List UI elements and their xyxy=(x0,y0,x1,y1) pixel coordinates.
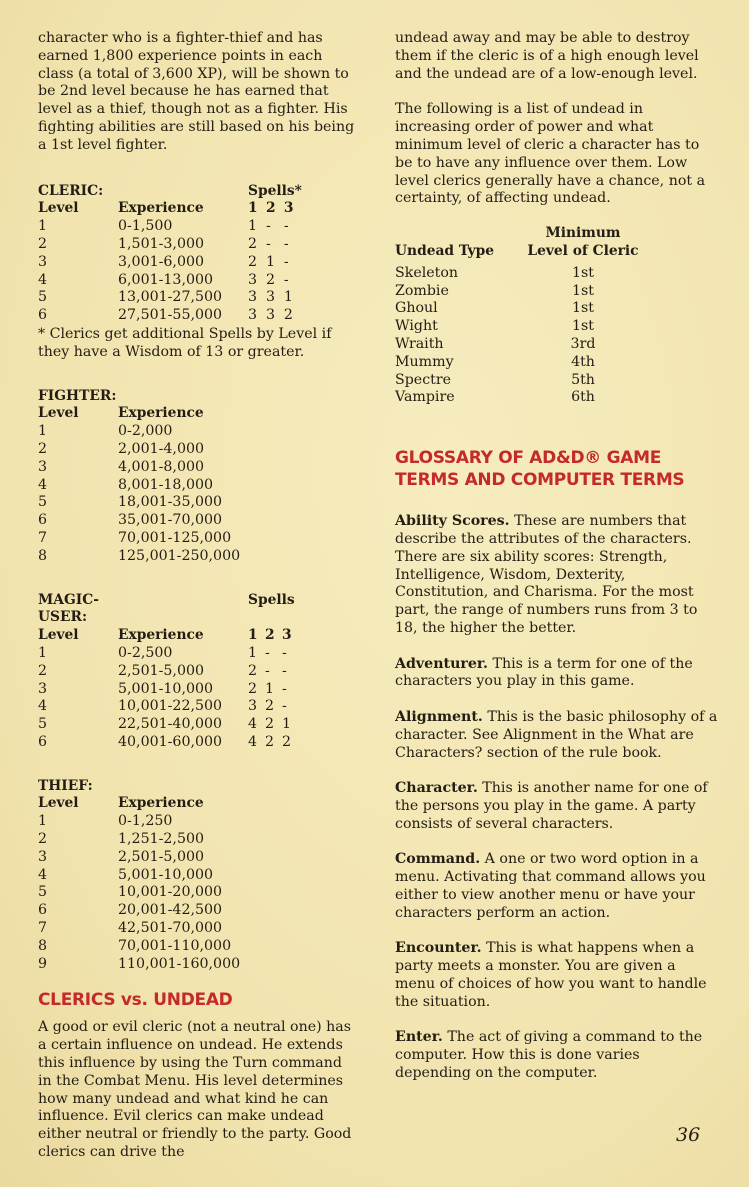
table-row xyxy=(38,716,299,734)
undead-type-cell: Vampire xyxy=(395,389,455,406)
experience-cell: 18,001-35,000 xyxy=(118,494,223,511)
spell-cell: 1 xyxy=(283,289,293,306)
experience-cell: 35,001-70,000 xyxy=(118,512,223,529)
spell-cell: - xyxy=(265,235,271,252)
experience-cell: 110,001-160,000 xyxy=(118,955,241,972)
spell-col-header: 1 xyxy=(248,200,258,217)
magic-user-table xyxy=(38,592,299,752)
clerics-vs-undead-text: A good or evil cleric (not a neutral one) has a certain influence on undead. He extends this influence by using the Turn command in the Combat Menu. His level determines how many undead and what kind he can influence. Evil clerics can make undead either neutral or friendly to the party. Good clerics can drive the xyxy=(38,1019,352,1161)
glossary-term: Character. xyxy=(395,780,478,797)
fighter-table xyxy=(38,388,248,566)
undead-type-header: Undead Type xyxy=(395,242,495,259)
min-level-cell: 1st xyxy=(571,300,594,317)
fighter-exp-header: Experience xyxy=(118,405,204,422)
spell-cell: 2 xyxy=(265,271,275,288)
undead-type-cell: Spectre xyxy=(395,371,452,388)
cleric-footnote: * Clerics get additional Spells by Level if they have a Wisdom of 13 or greater. xyxy=(38,325,332,360)
spell-cell: 4 xyxy=(248,716,258,733)
table-row xyxy=(38,307,302,325)
glossary-entry xyxy=(395,940,720,1011)
spell-cell: 3 xyxy=(265,289,275,306)
min-level-cell: 3rd xyxy=(570,335,596,352)
spell-cell: - xyxy=(282,698,287,715)
undead-type-cell: Mummy xyxy=(395,353,454,370)
min-level-cell: 1st xyxy=(571,264,594,281)
table-row xyxy=(395,265,643,283)
spell-cell: - xyxy=(283,271,289,288)
magic-user-heading: MAGIC-USER: xyxy=(38,591,99,626)
level-cell: 2 xyxy=(38,440,48,457)
level-cell: 7 xyxy=(38,920,48,937)
experience-cell: 2,001-4,000 xyxy=(118,440,205,457)
level-cell: 5 xyxy=(38,884,48,901)
clerics-vs-undead-title: CLERICS vs. UNDEAD xyxy=(38,990,233,1011)
spell-cell: 2 xyxy=(248,253,258,270)
glossary-title xyxy=(395,447,720,491)
table-row xyxy=(38,884,248,902)
spell-cell: - xyxy=(282,662,287,679)
experience-cell: 10,001-20,000 xyxy=(118,884,223,901)
level-cell: 9 xyxy=(38,955,48,972)
undead-list-intro: The following is a list of undead in increasing order of power and what minimum level of cleric a character has to be to have any influence over them. Low level clerics generally have a chance, not a certainty, of affecting undead. xyxy=(395,101,706,207)
table-row xyxy=(38,218,302,236)
experience-cell: 20,001-42,500 xyxy=(118,902,223,919)
magic-user-level-header: Level xyxy=(38,627,79,644)
level-cell: 5 xyxy=(38,289,48,306)
level-cell: 1 xyxy=(38,813,48,830)
spell-cell: 2 xyxy=(282,733,292,750)
level-cell: 2 xyxy=(38,662,48,679)
cleric-spells-heading: Spells* xyxy=(248,182,302,199)
cleric-level-header: Level xyxy=(38,200,79,217)
glossary-term: Command. xyxy=(395,851,481,868)
table-row xyxy=(395,283,643,301)
experience-cell: 4,001-8,000 xyxy=(118,458,205,475)
glossary-entry xyxy=(395,513,720,638)
min-level-header-line1: Minimum xyxy=(545,225,621,242)
fighter-heading: FIGHTER: xyxy=(38,387,117,404)
glossary-term: Enter. xyxy=(395,1029,443,1046)
spell-cell: 1 xyxy=(265,253,275,270)
spell-cell: 2 xyxy=(265,716,275,733)
level-cell: 6 xyxy=(38,512,48,529)
undead-type-cell: Zombie xyxy=(395,282,449,299)
level-cell: 3 xyxy=(38,253,48,270)
intro-paragraph: character who is a fighter-thief and has earned 1,800 experience points in each class (a total of 3,600 XP), will be shown to be 2nd level because he has earned that level as a thief, though not as a fighter. His fighting abilities are still based on his being a 1st level fighter. xyxy=(38,30,355,153)
level-cell: 5 xyxy=(38,494,48,511)
spell-cell: - xyxy=(265,218,271,235)
table-row xyxy=(38,920,248,938)
level-cell: 4 xyxy=(38,866,48,883)
level-cell: 4 xyxy=(38,698,48,715)
continued-paragraph: undead away and may be able to destroy them if the cleric is of a high enough level and the undead are of a low-enough level. xyxy=(395,30,699,82)
experience-cell: 8,001-18,000 xyxy=(118,476,214,493)
experience-cell: 5,001-10,000 xyxy=(118,866,214,883)
level-cell: 3 xyxy=(38,680,48,697)
table-row xyxy=(38,849,248,867)
table-row xyxy=(38,734,299,752)
glossary-title-line1: GLOSSARY OF AD&D® GAME xyxy=(395,448,662,469)
experience-cell: 70,001-110,000 xyxy=(118,937,232,954)
min-level-cell: 6th xyxy=(571,389,595,406)
thief-level-header: Level xyxy=(38,795,79,812)
spell-cell: 3 xyxy=(248,698,258,715)
glossary-entry xyxy=(395,656,720,692)
magic-user-exp-header: Experience xyxy=(118,627,204,644)
spell-cell: 2 xyxy=(265,733,275,750)
level-cell: 1 xyxy=(38,218,48,235)
spell-col-header: 3 xyxy=(282,627,292,644)
table-row xyxy=(38,698,299,716)
table-row xyxy=(38,663,299,681)
undead-type-cell: Wight xyxy=(395,318,438,335)
table-row xyxy=(38,477,248,495)
spell-cell: 2 xyxy=(283,307,293,324)
table-row xyxy=(38,956,248,974)
spell-col-header: 3 xyxy=(283,200,294,217)
table-row xyxy=(38,867,248,885)
experience-cell: 22,501-40,000 xyxy=(118,716,223,733)
table-row xyxy=(38,254,302,272)
table-row xyxy=(38,548,248,566)
table-row xyxy=(395,300,643,318)
glossary-definition: This is a term for one of the characters you play in this game. xyxy=(395,655,693,690)
table-row xyxy=(38,938,248,956)
table-row xyxy=(38,902,248,920)
glossary-term: Encounter. xyxy=(395,940,482,957)
experience-cell: 2,501-5,000 xyxy=(118,848,205,865)
min-level-cell: 5th xyxy=(571,371,595,388)
glossary-definition: This is what happens when a party meets a monster. You are given a menu of choices of how you want to handle the situation. xyxy=(395,940,707,1010)
spell-cell: 4 xyxy=(248,733,258,750)
experience-cell: 0-2,500 xyxy=(118,644,173,661)
glossary-entry xyxy=(395,780,720,833)
undead-type-cell: Skeleton xyxy=(395,264,459,281)
spell-cell: 2 xyxy=(265,698,275,715)
experience-cell: 1,251-2,500 xyxy=(118,831,205,848)
experience-cell: 0-1,250 xyxy=(118,813,173,830)
experience-cell: 125,001-250,000 xyxy=(118,547,241,564)
glossary-title-line2: TERMS AND COMPUTER TERMS xyxy=(395,470,685,491)
glossary-definition: A one or two word option in a menu. Activating that command allows you either to view another menu or have your characters perform an action. xyxy=(395,851,706,921)
spell-cell: 2 xyxy=(248,662,258,679)
level-cell: 6 xyxy=(38,733,48,750)
table-row xyxy=(395,354,643,372)
spell-cell: - xyxy=(283,253,289,270)
experience-cell: 10,001-22,500 xyxy=(118,698,223,715)
min-level-cell: 1st xyxy=(571,282,594,299)
table-row xyxy=(38,289,302,307)
experience-cell: 3,001-6,000 xyxy=(118,253,205,270)
left-column xyxy=(38,30,358,1162)
table-row xyxy=(38,530,248,548)
spell-cell: 3 xyxy=(248,307,258,324)
undead-type-cell: Wraith xyxy=(395,335,444,352)
level-cell: 4 xyxy=(38,476,48,493)
table-row xyxy=(395,372,643,390)
spell-cell: 3 xyxy=(248,271,258,288)
spell-cell: 1 xyxy=(265,680,275,697)
spell-cell: 3 xyxy=(248,289,258,306)
table-row xyxy=(38,459,248,477)
experience-cell: 0-1,500 xyxy=(118,218,173,235)
glossary-entry xyxy=(395,1029,720,1082)
experience-cell: 2,501-5,000 xyxy=(118,662,205,679)
glossary-definition: These are numbers that describe the attributes of the characters. There are six ability scores: Strength, Intelligence, Wisdom, Dexterity, Constitution, and Charisma. For the most part, the range of numbers runs from 3 to 18, the higher the better. xyxy=(395,513,698,636)
level-cell: 3 xyxy=(38,458,48,475)
right-column xyxy=(395,30,720,1100)
undead-table xyxy=(395,225,643,407)
cleric-table xyxy=(38,183,302,325)
glossary-definition: This is the basic philosophy of a character. See Alignment in the What are Characters? section of the rule book. xyxy=(395,708,718,761)
table-row xyxy=(38,423,248,441)
spell-col-header: 2 xyxy=(265,627,275,644)
level-cell: 2 xyxy=(38,831,48,848)
table-row xyxy=(38,645,299,663)
level-cell: 6 xyxy=(38,902,48,919)
thief-heading: THIEF: xyxy=(38,777,93,794)
min-level-header-line2: Level of Cleric xyxy=(527,242,639,259)
level-cell: 4 xyxy=(38,271,48,288)
experience-cell: 42,501-70,000 xyxy=(118,920,223,937)
glossary-entry xyxy=(395,709,720,762)
level-cell: 7 xyxy=(38,529,48,546)
table-row xyxy=(38,831,248,849)
level-cell: 8 xyxy=(38,937,48,954)
spell-col-header: 1 xyxy=(248,627,258,644)
fighter-level-header: Level xyxy=(38,405,79,422)
table-row xyxy=(395,336,643,354)
spell-col-header: 2 xyxy=(265,200,276,217)
spell-cell: 1 xyxy=(248,218,258,235)
experience-cell: 1,501-3,000 xyxy=(118,235,205,252)
min-level-cell: 1st xyxy=(571,318,594,335)
level-cell: 8 xyxy=(38,547,48,564)
thief-exp-header: Experience xyxy=(118,795,204,812)
spell-cell: - xyxy=(265,662,270,679)
undead-type-cell: Ghoul xyxy=(395,300,438,317)
table-row xyxy=(38,441,248,459)
thief-table xyxy=(38,778,248,974)
spell-cell: - xyxy=(282,680,287,697)
cleric-exp-header: Experience xyxy=(118,200,204,217)
glossary-term: Adventurer. xyxy=(395,655,488,672)
level-cell: 6 xyxy=(38,307,48,324)
magic-user-spells-heading: Spells xyxy=(248,591,295,608)
spell-cell: 2 xyxy=(248,235,258,252)
glossary-entry xyxy=(395,851,720,922)
glossary-definition: This is another name for one of the persons you play in the game. A party consists of several characters. xyxy=(395,780,708,832)
spell-cell: - xyxy=(283,218,289,235)
spell-cell: 2 xyxy=(248,680,258,697)
spell-cell: 1 xyxy=(248,644,258,661)
spell-cell: - xyxy=(265,644,270,661)
experience-cell: 27,501-55,000 xyxy=(118,307,223,324)
spell-cell: - xyxy=(283,235,289,252)
glossary-term: Alignment. xyxy=(395,708,483,725)
table-row xyxy=(395,389,643,407)
table-row xyxy=(38,494,248,512)
table-row xyxy=(395,318,643,336)
spell-cell: 1 xyxy=(282,716,292,733)
table-row xyxy=(38,681,299,699)
level-cell: 5 xyxy=(38,716,48,733)
page-number: 36 xyxy=(676,1124,701,1146)
spell-cell: - xyxy=(282,644,287,661)
min-level-cell: 4th xyxy=(571,353,595,370)
table-row xyxy=(38,272,302,290)
experience-cell: 40,001-60,000 xyxy=(118,733,223,750)
glossary-definition: The act of giving a command to the computer. How this is done varies depending on the computer. xyxy=(395,1029,703,1081)
level-cell: 3 xyxy=(38,848,48,865)
level-cell: 1 xyxy=(38,644,48,661)
level-cell: 1 xyxy=(38,423,48,440)
glossary-list xyxy=(395,513,720,1083)
table-row xyxy=(38,512,248,530)
experience-cell: 5,001-10,000 xyxy=(118,680,214,697)
spell-cell: 3 xyxy=(265,307,275,324)
experience-cell: 13,001-27,500 xyxy=(118,289,223,306)
table-row xyxy=(38,236,302,254)
cleric-heading: CLERIC: xyxy=(38,182,104,199)
experience-cell: 6,001-13,000 xyxy=(118,271,214,288)
experience-cell: 70,001-125,000 xyxy=(118,529,232,546)
experience-cell: 0-2,000 xyxy=(118,423,173,440)
table-row xyxy=(38,813,248,831)
level-cell: 2 xyxy=(38,235,48,252)
glossary-term: Ability Scores. xyxy=(395,513,510,530)
